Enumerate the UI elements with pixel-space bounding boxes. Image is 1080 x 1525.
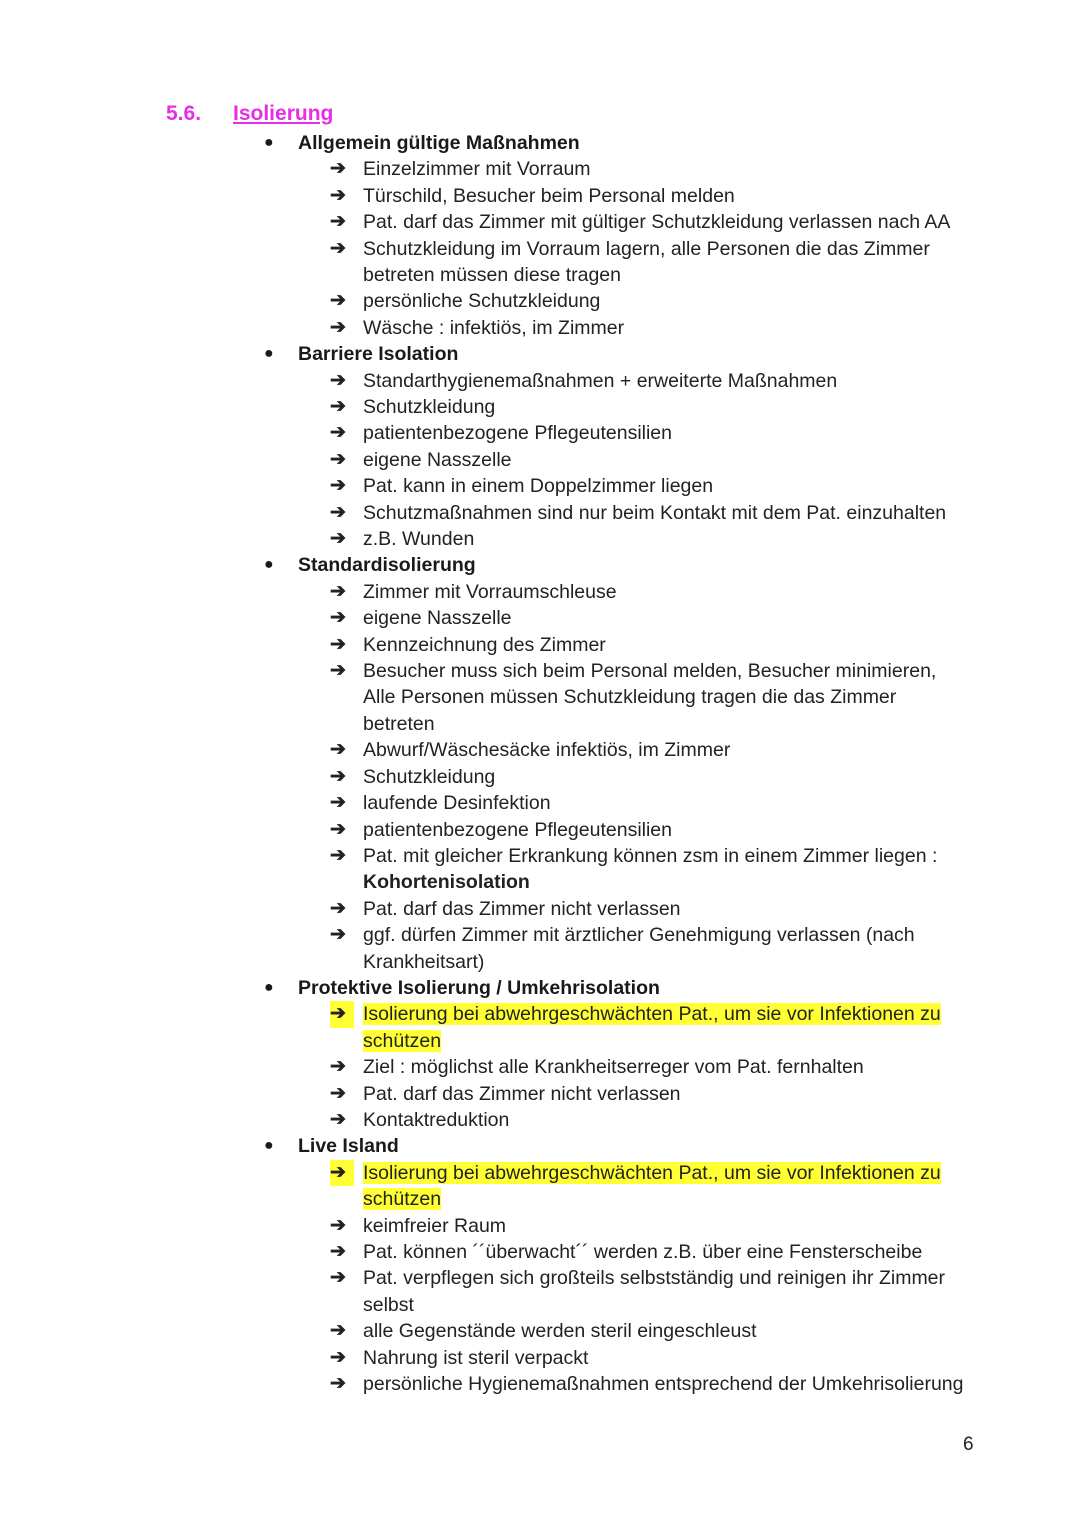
list-item — [0, 209, 1080, 235]
list-item — [0, 632, 1080, 658]
list-item-label: Wäsche : infektiös, im Zimmer — [363, 316, 625, 339]
arrow-right-icon: ➔ — [330, 211, 346, 233]
list-item-bold-term: Kohortenisolation — [363, 871, 530, 894]
list-item-label: Türschild, Besucher beim Personal melden — [363, 184, 735, 207]
arrow-right-icon: ➔ — [330, 1373, 346, 1395]
arrow-right-icon: ➔ — [330, 158, 346, 180]
arrow-right-icon: ➔ — [330, 633, 346, 655]
list-item-text — [363, 1054, 973, 1080]
list-item — [0, 500, 1080, 526]
arrow-right-icon: ➔ — [330, 1082, 346, 1104]
section-title: Isolierung — [233, 102, 334, 125]
list-item-text — [363, 368, 973, 394]
list-item-label: keimfreier Raum — [363, 1214, 507, 1237]
arrow-right-icon: ➔ — [330, 792, 346, 814]
list-item-label: Nahrung ist steril verpackt — [363, 1346, 589, 1369]
arrow-right-icon: ➔ — [330, 1267, 346, 1289]
arrow-right-icon: ➔ — [330, 448, 346, 470]
list-item — [0, 1081, 1080, 1107]
group-title: Protektive Isolierung / Umkehrisolation — [298, 976, 660, 999]
list-item-text — [363, 1371, 973, 1397]
arrow-right-icon: ➔ — [330, 897, 346, 919]
group-title: Live Island — [298, 1135, 399, 1158]
list-item-label: Isolierung bei abwehrgeschwächten Pat., um sie vor Infektionen zu schützen — [363, 1161, 941, 1211]
arrow-right-icon: ➔ — [330, 1240, 346, 1262]
list-item-label: ggf. dürfen Zimmer mit ärztlicher Genehmigung verlassen (nach Krankheitsart) — [363, 924, 915, 973]
group-heading — [0, 1133, 1080, 1159]
arrow-right-icon: ➔ — [330, 765, 346, 787]
list-item-label: Ziel : möglichst alle Krankheitserreger vom Pat. fernhalten — [363, 1056, 864, 1079]
list-item-label: Abwurf/Wäschesäcke infektiös, im Zimmer — [363, 739, 731, 762]
list-item — [0, 1054, 1080, 1080]
arrow-right-icon: ➔ — [330, 422, 346, 444]
bullet-dot-icon: ● — [264, 134, 274, 151]
list-item-text — [363, 1213, 973, 1239]
list-item-text — [363, 420, 973, 446]
list-item-text — [363, 1107, 973, 1133]
list-item — [0, 922, 1080, 975]
list-item-label: Pat. mit gleicher Erkrankung können zsm in einem Zimmer liegen : — [363, 844, 938, 867]
list-item-text — [363, 1265, 973, 1318]
bullet-dot-icon: ● — [264, 978, 274, 996]
list-item-text — [363, 473, 973, 499]
bullet-dot-icon: ● — [264, 345, 274, 363]
list-item-label: z.B. Wunden — [363, 528, 475, 551]
list-item — [0, 526, 1080, 552]
list-item — [0, 368, 1080, 394]
list-item — [0, 183, 1080, 209]
list-item-label: Standarthygienemaßnahmen + erweiterte Maßnahmen — [363, 369, 838, 392]
list-item-text — [363, 896, 973, 922]
list-item-label: Pat. darf das Zimmer mit gültiger Schutzkleidung verlassen nach AA — [363, 211, 951, 234]
list-item — [0, 843, 1080, 896]
list-item-text — [363, 737, 973, 763]
list-item — [0, 288, 1080, 314]
arrow-right-icon: ➔ — [330, 580, 346, 602]
arrow-right-icon: ➔ — [330, 369, 346, 391]
list-item-label: Zimmer mit Vorraumschleuse — [363, 580, 617, 603]
group-heading — [0, 975, 1080, 1001]
list-item — [0, 1318, 1080, 1344]
list-item-text — [363, 922, 973, 975]
list-item-label: Isolierung bei abwehrgeschwächten Pat., um sie vor Infektionen zu schützen — [363, 1003, 941, 1052]
list-item-text — [363, 632, 973, 658]
arrow-right-icon: ➔ — [330, 1346, 346, 1368]
list-item-text — [363, 1318, 973, 1344]
list-item-text — [363, 288, 973, 314]
list-item-text — [363, 764, 973, 790]
list-item — [0, 1107, 1080, 1133]
list-item-text — [363, 447, 973, 473]
list-item-label: patientenbezogene Pflegeutensilien — [363, 422, 673, 445]
list-item-label: Schutzmaßnahmen sind nur beim Kontakt mit dem Pat. einzuhalten — [363, 501, 947, 524]
arrow-right-icon: ➔ — [330, 818, 346, 840]
arrow-right-icon: ➔ — [330, 844, 346, 866]
list-item-label: Einzelzimmer mit Vorraum — [363, 158, 591, 181]
list-item-text — [363, 1081, 973, 1107]
list-item-text — [363, 236, 973, 289]
list-item — [0, 817, 1080, 843]
group-title: Allgemein gültige Maßnahmen — [298, 132, 580, 154]
list-item — [0, 605, 1080, 631]
group-title: Standardisolierung — [298, 554, 476, 577]
list-item — [0, 1213, 1080, 1239]
list-item-label: Pat. darf das Zimmer nicht verlassen — [363, 1082, 681, 1105]
list-item-text — [363, 658, 973, 737]
list-item — [0, 764, 1080, 790]
list-item-text — [363, 183, 973, 209]
list-item-label: Pat. darf das Zimmer nicht verlassen — [363, 897, 681, 920]
list-item-text — [363, 843, 973, 896]
arrow-right-icon: ➔ — [330, 1320, 346, 1342]
list-item-text — [363, 526, 973, 552]
list-item-label: Pat. können ´´überwacht´´ werden z.B. über eine Fensterscheibe — [363, 1240, 923, 1263]
arrow-right-icon: ➔ — [330, 501, 346, 523]
arrow-right-icon: ➔ — [330, 290, 346, 312]
arrow-right-icon: ➔ — [330, 396, 346, 418]
list-item-label: alle Gegenstände werden steril eingeschleust — [363, 1320, 757, 1343]
list-item-label: persönliche Hygienemaßnahmen entsprechend der Umkehrisolierung — [363, 1373, 964, 1396]
list-item-text — [363, 790, 973, 816]
arrow-right-icon: ➔ — [330, 1001, 354, 1027]
list-item-label: laufende Desinfektion — [363, 792, 551, 815]
list-item-label: Pat. verpflegen sich großteils selbstständig und reinigen ihr Zimmer selbst — [363, 1267, 946, 1316]
list-item-label: patientenbezogene Pflegeutensilien — [363, 818, 673, 841]
list-item — [0, 1160, 1080, 1213]
list-item-label: Kontaktreduktion — [363, 1108, 510, 1131]
list-item-text — [363, 605, 973, 631]
list-item — [0, 896, 1080, 922]
list-item-text — [363, 1239, 973, 1265]
list-item-text — [363, 1345, 973, 1371]
list-item-label: Schutzkleidung — [363, 396, 496, 419]
list-item — [0, 473, 1080, 499]
list-item-label: persönliche Schutzkleidung — [363, 290, 601, 313]
list-item — [0, 658, 1080, 737]
list-item-label: Schutzkleidung — [363, 765, 496, 788]
group-heading — [0, 130, 1080, 156]
list-item-text — [363, 500, 973, 526]
bullet-dot-icon: ● — [264, 1137, 274, 1155]
list-item — [0, 315, 1080, 341]
group-heading — [0, 341, 1080, 367]
list-item — [0, 1345, 1080, 1371]
arrow-right-icon: ➔ — [330, 184, 346, 206]
arrow-right-icon: ➔ — [330, 1056, 346, 1078]
arrow-right-icon: ➔ — [330, 528, 346, 550]
arrow-right-icon: ➔ — [330, 316, 346, 338]
list-item — [0, 737, 1080, 763]
list-item-label: Besucher muss sich beim Personal melden, Besucher minimieren, Alle Personen müssen Schutzkleidung tragen die das Zimmer betreten — [363, 660, 937, 735]
list-item — [0, 394, 1080, 420]
list-item — [0, 1265, 1080, 1318]
list-item — [0, 1001, 1080, 1054]
section-heading — [166, 102, 333, 126]
page-number: 6 — [963, 1434, 974, 1455]
list-item-text — [363, 579, 973, 605]
list-item-text — [363, 1001, 973, 1054]
arrow-right-icon: ➔ — [330, 1108, 346, 1130]
arrow-right-icon: ➔ — [330, 1160, 354, 1186]
list-item-text — [363, 156, 973, 182]
isolation-list — [0, 130, 1080, 1397]
list-item-text — [363, 209, 973, 235]
arrow-right-icon: ➔ — [330, 739, 346, 761]
list-item-label: eigene Nasszelle — [363, 607, 512, 630]
list-item — [0, 1239, 1080, 1265]
section-number: 5.6. — [166, 102, 202, 125]
arrow-right-icon: ➔ — [330, 475, 346, 497]
list-item-label: Kennzeichnung des Zimmer — [363, 633, 606, 656]
group-title: Barriere Isolation — [298, 343, 459, 366]
list-item — [0, 236, 1080, 289]
list-item-text — [363, 315, 973, 341]
list-item — [0, 790, 1080, 816]
arrow-right-icon: ➔ — [330, 237, 346, 259]
list-item-text — [363, 817, 973, 843]
group-heading — [0, 552, 1080, 578]
arrow-right-icon: ➔ — [330, 607, 346, 629]
list-item — [0, 156, 1080, 182]
arrow-right-icon: ➔ — [330, 660, 346, 682]
arrow-right-icon: ➔ — [330, 1214, 346, 1236]
list-item — [0, 1371, 1080, 1397]
list-item — [0, 420, 1080, 446]
arrow-right-icon: ➔ — [330, 924, 346, 946]
list-item-label: eigene Nasszelle — [363, 448, 512, 471]
list-item-text — [363, 1160, 973, 1213]
list-item-text — [363, 394, 973, 420]
list-item-label: Schutzkleidung im Vorraum lagern, alle Personen die das Zimmer betreten müssen diese tragen — [363, 237, 930, 287]
list-item — [0, 447, 1080, 473]
list-item — [0, 579, 1080, 605]
list-item-label: Pat. kann in einem Doppelzimmer liegen — [363, 475, 714, 498]
bullet-dot-icon: ● — [264, 556, 274, 574]
